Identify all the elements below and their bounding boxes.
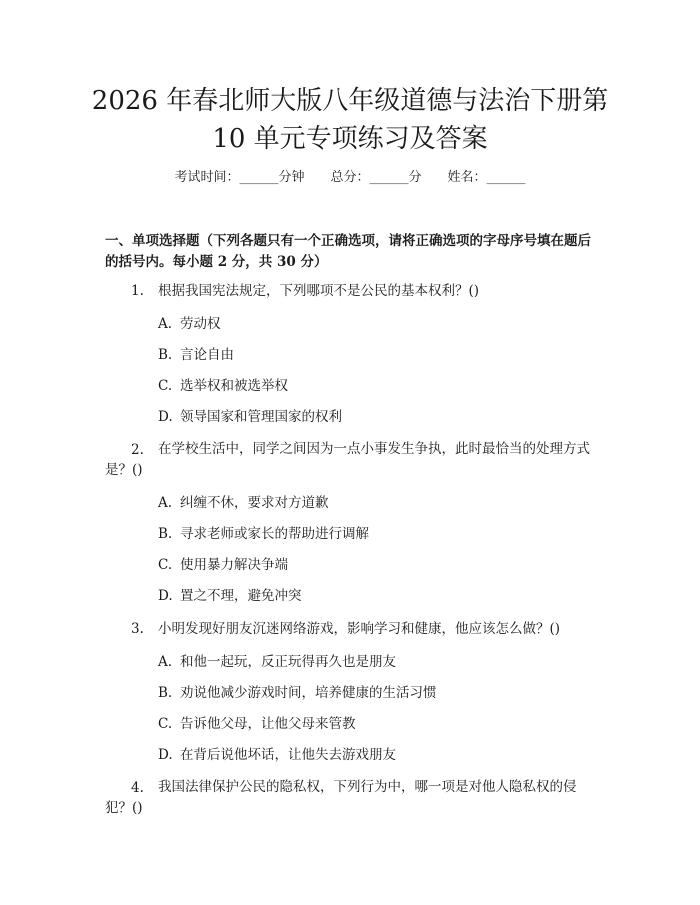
- option-text: 寻求老师或家长的帮助进行调解: [180, 526, 369, 542]
- option-a: [158, 653, 396, 671]
- exam-time-field: 考试时间：______分钟: [174, 170, 305, 185]
- question-number: 3.: [131, 621, 144, 637]
- option-b: [158, 684, 437, 702]
- option-letter: A.: [158, 495, 173, 511]
- option-text: 告诉他父母，让他父母来管教: [180, 716, 356, 732]
- option-text: 纠缠不休，要求对方道歉: [180, 495, 329, 511]
- option-c: [158, 715, 356, 733]
- option-b: [158, 346, 234, 364]
- option-d: [158, 408, 342, 426]
- option-text: 和他一起玩，反正玩得再久也是朋友: [180, 654, 396, 670]
- question-number: 2.: [131, 442, 144, 458]
- option-d: [158, 587, 302, 605]
- option-letter: B.: [158, 347, 173, 363]
- option-b: [158, 525, 369, 543]
- section-heading: 一、单项选择题（下列各题只有一个正确选项，请将正确选项的字母序号填在题后的括号内。每小题 2 分，共 30 分）: [105, 233, 591, 270]
- option-letter: B.: [158, 685, 173, 701]
- option-text: 在背后说他坏话，让他失去游戏朋友: [180, 747, 396, 763]
- option-letter: A.: [158, 654, 173, 670]
- exam-info-line: [0, 169, 700, 187]
- option-letter: A.: [158, 316, 173, 332]
- option-letter: D.: [158, 747, 173, 763]
- option-text: 劳动权: [180, 316, 221, 332]
- question-stem: 我国法律保护公民的隐私权，下列行为中，哪一项是对他人隐私权的侵犯？(): [105, 779, 577, 816]
- question-stem: 小明发现好朋友沉迷网络游戏，影响学习和健康，他应该怎么做？(): [158, 621, 561, 637]
- option-letter: B.: [158, 526, 173, 542]
- option-text: 劝说他减少游戏时间，培养健康的生活习惯: [180, 685, 437, 701]
- title-line-1: 2026 年春北师大版八年级道德与法治下册第: [91, 86, 609, 116]
- option-a: [158, 494, 329, 512]
- name-field: 姓名：______: [447, 170, 526, 185]
- option-text: 领导国家和管理国家的权利: [180, 409, 342, 425]
- option-c: [158, 556, 288, 574]
- option-d: [158, 746, 396, 764]
- option-text: 言论自由: [180, 347, 234, 363]
- question-stem: 根据我国宪法规定，下列哪项不是公民的基本权利？(): [158, 283, 480, 299]
- option-letter: D.: [158, 588, 173, 604]
- question-number: 4.: [131, 780, 144, 796]
- document-title: [60, 82, 640, 158]
- question-stem: 在学校生活中，同学之间因为一点小事发生争执，此时最恰当的处理方式是？(): [105, 441, 590, 478]
- title-line-2: 10 单元专项练习及答案: [212, 124, 488, 154]
- option-text: 使用暴力解决争端: [180, 557, 288, 573]
- total-score-field: 总分：______分: [330, 170, 422, 185]
- option-c: [158, 377, 288, 395]
- option-text: 置之不理，避免冲突: [180, 588, 302, 604]
- option-a: [158, 315, 221, 333]
- option-text: 选举权和被选举权: [180, 378, 288, 394]
- option-letter: C.: [158, 716, 173, 732]
- option-letter: C.: [158, 378, 173, 394]
- option-letter: C.: [158, 557, 173, 573]
- option-letter: D.: [158, 409, 173, 425]
- question-number: 1.: [131, 283, 144, 299]
